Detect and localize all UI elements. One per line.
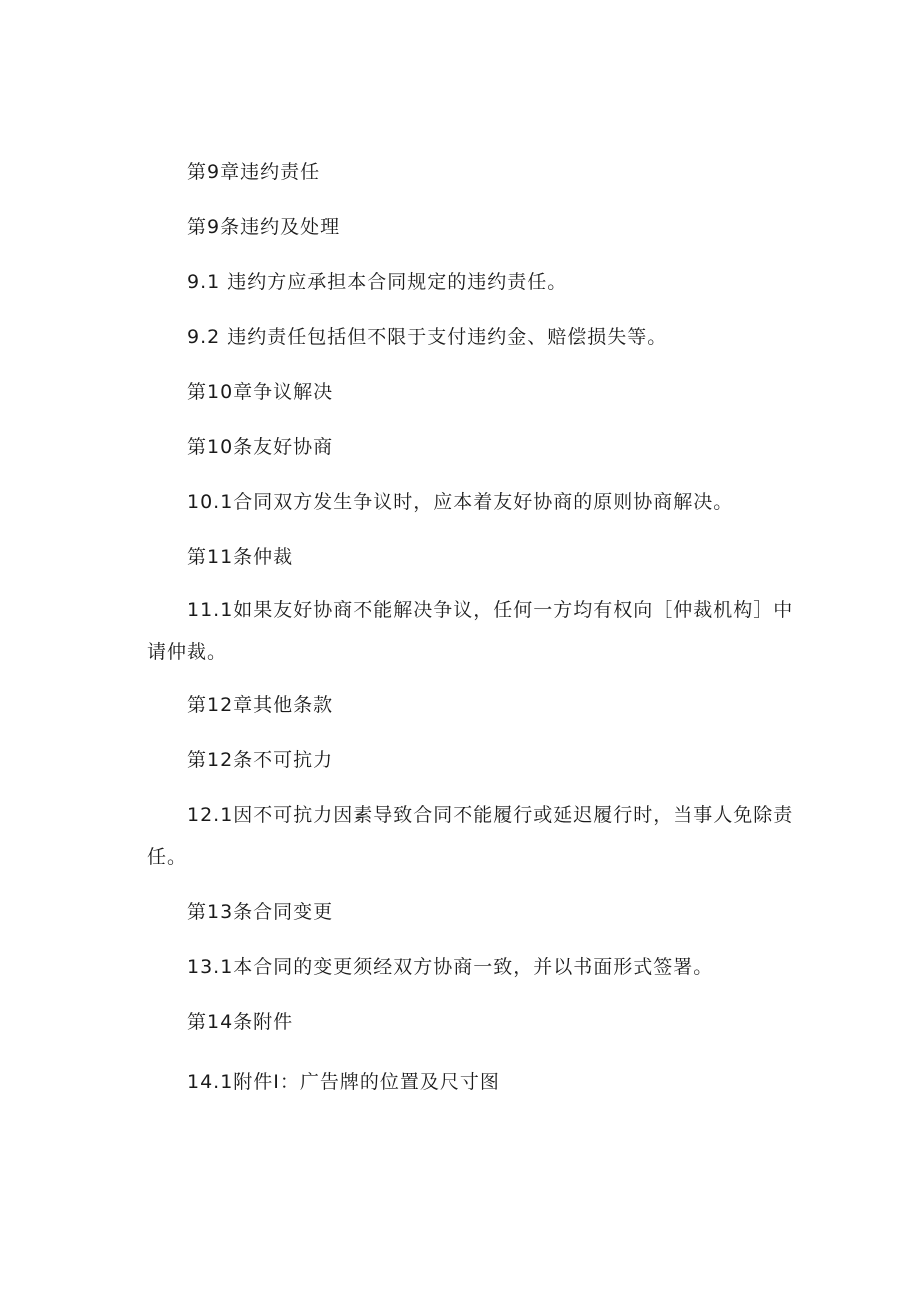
chapter-9-heading: 第9章违约责任 <box>187 161 321 183</box>
chapter-10-heading: 第10章争议解决 <box>187 381 334 403</box>
clause-11-1-line-1: 11.1如果友好协商不能解决争议，任何一方均有权向［仲裁机构］中 <box>187 599 794 621</box>
clause-9-1: 9.1 违约方应承担本合同规定的违约责任。 <box>187 271 568 293</box>
article-10-heading: 第10条友好协商 <box>187 436 334 458</box>
clause-9-2: 9.2 违约责任包括但不限于支付违约金、赔偿损失等。 <box>187 326 668 348</box>
clause-12-1-line-1: 12.1因不可抗力因素导致合同不能履行或延迟履行时，当事人免除责 <box>187 804 794 826</box>
clause-13-1: 13.1本合同的变更须经双方协商一致，并以书面形式签署。 <box>187 956 714 978</box>
article-11-heading: 第11条仲裁 <box>187 546 294 568</box>
chapter-12-heading: 第12章其他条款 <box>187 694 334 716</box>
article-14-heading: 第14条附件 <box>187 1011 294 1033</box>
clause-10-1: 10.1合同双方发生争议时，应本着友好协商的原则协商解决。 <box>187 491 734 513</box>
article-9-heading: 第9条违约及处理 <box>187 216 341 238</box>
article-12-heading: 第12条不可抗力 <box>187 749 334 771</box>
clause-14-1: 14.1附件I：广告牌的位置及尺寸图 <box>187 1071 500 1093</box>
clause-11-1-line-2: 请仲裁。 <box>147 641 228 663</box>
article-13-heading: 第13条合同变更 <box>187 901 334 923</box>
clause-12-1-line-2: 任。 <box>147 846 188 868</box>
